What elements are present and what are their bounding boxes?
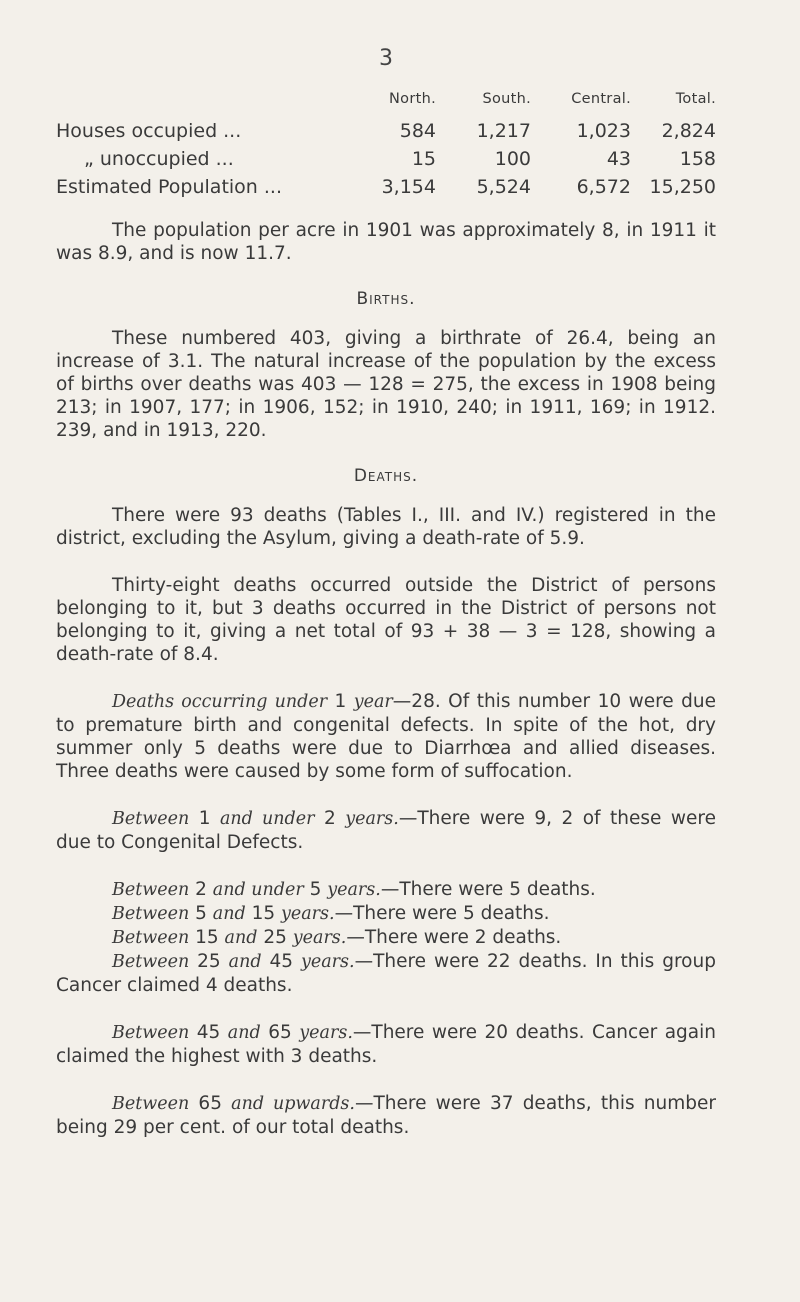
age-25-45-paragraph: [56, 950, 716, 997]
table-header-blank: [56, 91, 346, 117]
table-row: [56, 117, 716, 145]
italic-lead: Between: [112, 809, 190, 829]
table-cell: 2,824: [661, 120, 716, 142]
age-65-upwards-paragraph: [56, 1092, 716, 1139]
italic-lead: and under: [219, 809, 315, 829]
italic-lead: years.: [327, 880, 381, 900]
paragraph-text: —There were 2 deaths.: [346, 927, 562, 948]
housing-population-table: [56, 91, 716, 201]
table-row: [56, 145, 716, 173]
paragraph-text: —There were 5 deaths.: [334, 903, 550, 924]
italic-lead: years.: [300, 952, 355, 972]
table-header-row: [56, 91, 716, 117]
table-cell: 1,217: [476, 120, 531, 142]
inline-number: 45: [189, 1022, 228, 1043]
document-page: [56, 46, 716, 1139]
inline-number: 2: [189, 879, 213, 900]
inline-number: 25: [257, 927, 293, 948]
row-label-text: Houses occupied: [56, 120, 218, 142]
italic-lead: and under: [212, 880, 304, 900]
paragraph-text: —There were 20 deaths. Cancer again claimed the highest with 3 deaths.: [56, 1022, 716, 1067]
italic-lead: years.: [299, 1023, 353, 1043]
table-cell: 43: [606, 148, 631, 170]
table-cell: 6,572: [576, 176, 631, 198]
age-1-2-paragraph: [56, 807, 716, 854]
page-number: 3: [379, 46, 393, 71]
inline-number: 25: [189, 951, 229, 972]
table-cell: 1,023: [576, 120, 631, 142]
births-heading: Births.: [356, 289, 416, 309]
table-cell: 15: [411, 148, 436, 170]
row-leader-dots: ...: [223, 120, 242, 142]
italic-lead: and: [224, 928, 258, 948]
table-cell: 15,250: [649, 176, 716, 198]
italic-lead: and: [228, 952, 262, 972]
births-paragraph: These numbered 403, giving a birthrate of 26.4, being an increase of 3.1. The natural increase of the population by the excess of births over deaths was 403 — 128 = 275, the excess in 1908 being 213; in 1907, 177; in 1906, 152; in 1910, 240; in 1911, 169; in 1912. 239, and in 1913, 220.: [56, 328, 716, 441]
paragraph-text: —There were 9, 2 of these were due to Congenital Defects.: [56, 808, 717, 853]
inline-number: 45: [261, 951, 301, 972]
italic-lead: and upwards.: [231, 1094, 355, 1114]
table-header-north: North.: [389, 91, 436, 107]
table-header-south: South.: [482, 91, 531, 107]
table-row: [56, 173, 716, 201]
paragraph-text: —There were 22 deaths. In this group Cancer claimed 4 deaths.: [56, 951, 716, 996]
deaths-registered-paragraph: There were 93 deaths (Tables I., III. and IV.) registered in the district, excluding the Asylum, giving a death-rate of 5.9.: [56, 505, 716, 549]
row-label-text: Estimated Population: [56, 176, 258, 198]
italic-lead: years.: [292, 928, 347, 948]
table-cell: 158: [679, 148, 716, 170]
italic-lead: and: [212, 904, 246, 924]
deaths-heading: Deaths.: [353, 466, 419, 486]
italic-lead: Deaths occurring under: [112, 692, 328, 712]
paragraph-text: —28. Of this number 10 were due to premature birth and congenital defects. In spite of the hot, dry summer only 5 deaths were due to Diarrhœa and allied diseases. Three deaths were caused by some form of suffocation.: [56, 691, 716, 782]
table-cell: 584: [399, 120, 436, 142]
table-header-central: Central.: [571, 91, 631, 107]
inline-number: 1: [327, 691, 354, 712]
italic-lead: Between: [112, 880, 190, 900]
row-label: [56, 173, 346, 201]
infant-deaths-paragraph: [56, 690, 716, 783]
inline-number: 65: [260, 1022, 300, 1043]
paragraph-text: —There were 5 deaths.: [380, 879, 596, 900]
age-15-25-paragraph: [56, 926, 716, 950]
table-cell: 3,154: [381, 176, 436, 198]
inline-number: 1: [189, 808, 220, 829]
table-header-total: Total.: [675, 91, 716, 107]
italic-lead: Between: [112, 928, 190, 948]
inline-number: 5: [189, 903, 213, 924]
italic-lead: years.: [345, 809, 399, 829]
inline-number: 5: [303, 879, 328, 900]
italic-lead: and: [227, 1023, 261, 1043]
table-cell: 5,524: [476, 176, 531, 198]
age-2-5-paragraph: [56, 878, 716, 902]
table-cell: 100: [494, 148, 531, 170]
paragraph-text: —There were 37 deaths, this number being 29 per cent. of our total deaths.: [56, 1093, 717, 1138]
population-density-paragraph: The population per acre in 1901 was approximately 8, in 1911 it was 8.9, and is now 11.7.: [56, 220, 716, 264]
inline-number: 2: [314, 808, 346, 829]
inline-number: 65: [189, 1093, 232, 1114]
row-label-text: „ unoccupied: [84, 148, 210, 170]
row-label: [56, 117, 346, 145]
row-label: [56, 145, 346, 173]
age-45-65-paragraph: [56, 1021, 716, 1068]
italic-lead: Between: [112, 952, 190, 972]
italic-lead: year: [353, 692, 393, 712]
italic-lead: years.: [281, 904, 335, 924]
inline-number: 15: [245, 903, 281, 924]
row-leader-dots: ...: [263, 176, 282, 198]
italic-lead: Between: [112, 1094, 190, 1114]
inline-number: 15: [189, 927, 225, 948]
row-leader-dots: ...: [215, 148, 234, 170]
italic-lead: Between: [112, 904, 190, 924]
italic-lead: Between: [112, 1023, 190, 1043]
age-5-15-paragraph: [56, 902, 716, 926]
deaths-net-total-paragraph: Thirty-eight deaths occurred outside the District of persons belonging to it, but 3 deaths occurred in the District of persons not belonging to it, giving a net total of 93 + 38 — 3 = 128, showing a death-rate of 8.4.: [56, 575, 716, 665]
